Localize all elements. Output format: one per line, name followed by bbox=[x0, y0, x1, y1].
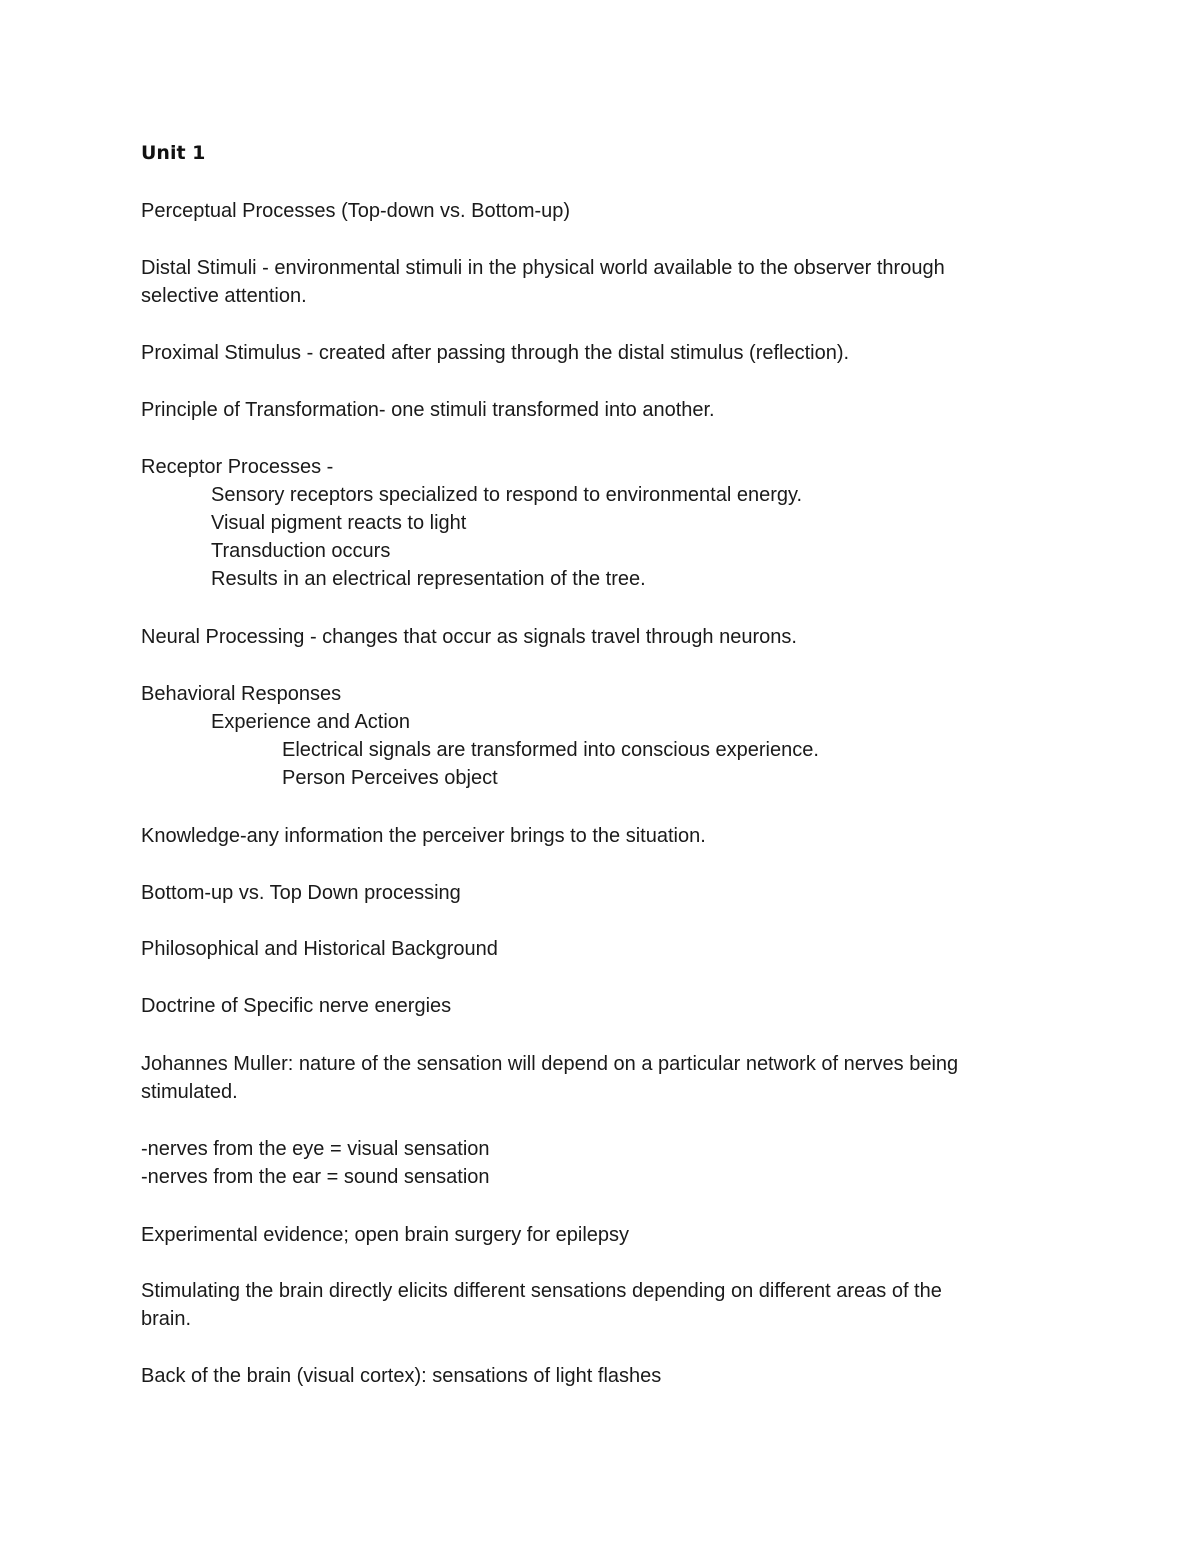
johannes-muller-line-1: Johannes Muller: nature of the sensation will depend on a particular network of nerves being bbox=[141, 1053, 959, 1075]
perceptual-processes-line: Perceptual Processes (Top-down vs. Bottom-up) bbox=[141, 200, 571, 222]
receptor-item: Results in an electrical representation of the tree. bbox=[211, 568, 646, 590]
page-title: Unit 1 bbox=[141, 142, 206, 164]
stimulating-line-2: brain. bbox=[141, 1308, 192, 1330]
philosophical-background-line: Philosophical and Historical Background bbox=[141, 938, 498, 960]
behavioral-item: Electrical signals are transformed into conscious experience. bbox=[282, 739, 819, 761]
back-of-brain-line: Back of the brain (visual cortex): sensations of light flashes bbox=[141, 1365, 662, 1387]
receptor-item: Visual pigment reacts to light bbox=[211, 512, 467, 534]
bottom-up-top-down-line: Bottom-up vs. Top Down processing bbox=[141, 882, 461, 904]
behavioral-item: Person Perceives object bbox=[282, 767, 498, 789]
neural-processing-line: Neural Processing - changes that occur as signals travel through neurons. bbox=[141, 626, 797, 648]
experience-and-action-subheading: Experience and Action bbox=[211, 711, 411, 733]
knowledge-line: Knowledge-any information the perceiver brings to the situation. bbox=[141, 825, 706, 847]
proximal-stimulus-line: Proximal Stimulus - created after passing through the distal stimulus (reflection). bbox=[141, 342, 850, 364]
johannes-muller-line-2: stimulated. bbox=[141, 1081, 238, 1103]
distal-stimuli-line-2: selective attention. bbox=[141, 285, 307, 307]
stimulating-line-1: Stimulating the brain directly elicits different sensations depending on different areas of the bbox=[141, 1280, 942, 1302]
receptor-processes-heading: Receptor Processes - bbox=[141, 456, 334, 478]
nerves-eye-line: -nerves from the eye = visual sensation bbox=[141, 1138, 490, 1160]
receptor-item: Sensory receptors specialized to respond to environmental energy. bbox=[211, 484, 803, 506]
receptor-item: Transduction occurs bbox=[211, 540, 391, 562]
behavioral-responses-heading: Behavioral Responses bbox=[141, 683, 342, 705]
doctrine-line: Doctrine of Specific nerve energies bbox=[141, 995, 452, 1017]
principle-of-transformation-line: Principle of Transformation- one stimuli transformed into another. bbox=[141, 399, 715, 421]
nerves-ear-line: -nerves from the ear = sound sensation bbox=[141, 1166, 490, 1188]
experimental-evidence-line: Experimental evidence; open brain surgery for epilepsy bbox=[141, 1224, 630, 1246]
distal-stimuli-line-1: Distal Stimuli - environmental stimuli in the physical world available to the observer through bbox=[141, 257, 945, 279]
